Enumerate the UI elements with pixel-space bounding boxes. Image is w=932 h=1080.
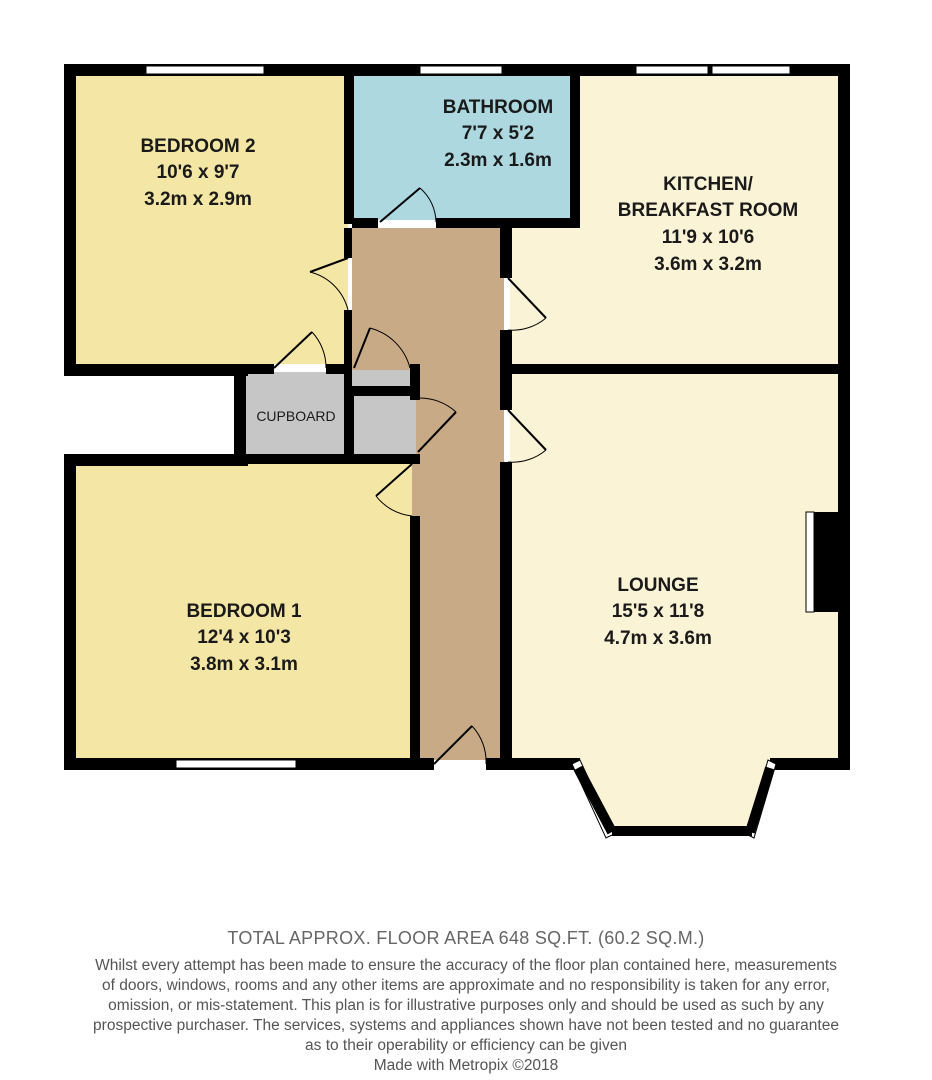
bathroom-metric: 2.3m x 1.6m bbox=[444, 150, 552, 171]
disclaimer-line: prospective purchaser. The services, systems and appliances shown have not been tested and no guarantee bbox=[93, 1017, 839, 1034]
bedroom-2-imperial: 10'6 x 9'7 bbox=[156, 162, 240, 183]
bathroom-floor bbox=[354, 74, 574, 220]
bedroom-2-floor bbox=[72, 72, 348, 364]
hall-cupboard-bottom bbox=[352, 396, 416, 458]
lounge-imperial: 15'5 x 11'8 bbox=[611, 601, 705, 622]
bedroom-2-metric: 3.2m x 2.9m bbox=[144, 189, 252, 210]
kitchen-name-line2: BREAKFAST ROOM bbox=[617, 200, 799, 221]
lounge-name: LOUNGE bbox=[617, 575, 699, 596]
bathroom-imperial: 7'7 x 5'2 bbox=[461, 123, 535, 144]
bathroom-name: BATHROOM bbox=[442, 97, 554, 118]
lounge-metric: 4.7m x 3.6m bbox=[604, 628, 712, 649]
hall-cupboard-top bbox=[352, 370, 412, 388]
cupboard-name: CUPBOARD bbox=[256, 408, 336, 424]
disclaimer-line: omission, or mis-statement. This plan is for illustrative purposes only and should be used as such by any bbox=[108, 997, 824, 1014]
bedroom-2-name: BEDROOM 2 bbox=[140, 136, 256, 157]
bedroom-1-imperial: 12'4 x 10'3 bbox=[197, 627, 291, 648]
kitchen-lower-floor bbox=[510, 228, 590, 366]
credit: Made with Metropix ©2018 bbox=[373, 1057, 559, 1074]
bedroom-1-name: BEDROOM 1 bbox=[186, 601, 302, 622]
kitchen-metric: 3.6m x 3.2m bbox=[654, 254, 762, 275]
disclaimer bbox=[0, 956, 932, 1076]
kitchen-name-line1: KITCHEN/ bbox=[663, 174, 753, 195]
lounge-floor bbox=[510, 374, 840, 762]
bedroom-1-metric: 3.8m x 3.1m bbox=[190, 654, 298, 675]
kitchen-imperial: 11'9 x 10'6 bbox=[661, 227, 755, 248]
disclaimer-line: as to their operability or efficiency can be given bbox=[305, 1037, 627, 1054]
total-floor-area: TOTAL APPROX. FLOOR AREA 648 SQ.FT. (60.2 SQ.M.) bbox=[227, 928, 705, 948]
disclaimer-line: of doors, windows, rooms and any other items are approximate and no responsibility is taken for any error, bbox=[101, 977, 830, 994]
disclaimer-line: Whilst every attempt has been made to ensure the accuracy of the floor plan contained here, measurements bbox=[95, 957, 837, 974]
